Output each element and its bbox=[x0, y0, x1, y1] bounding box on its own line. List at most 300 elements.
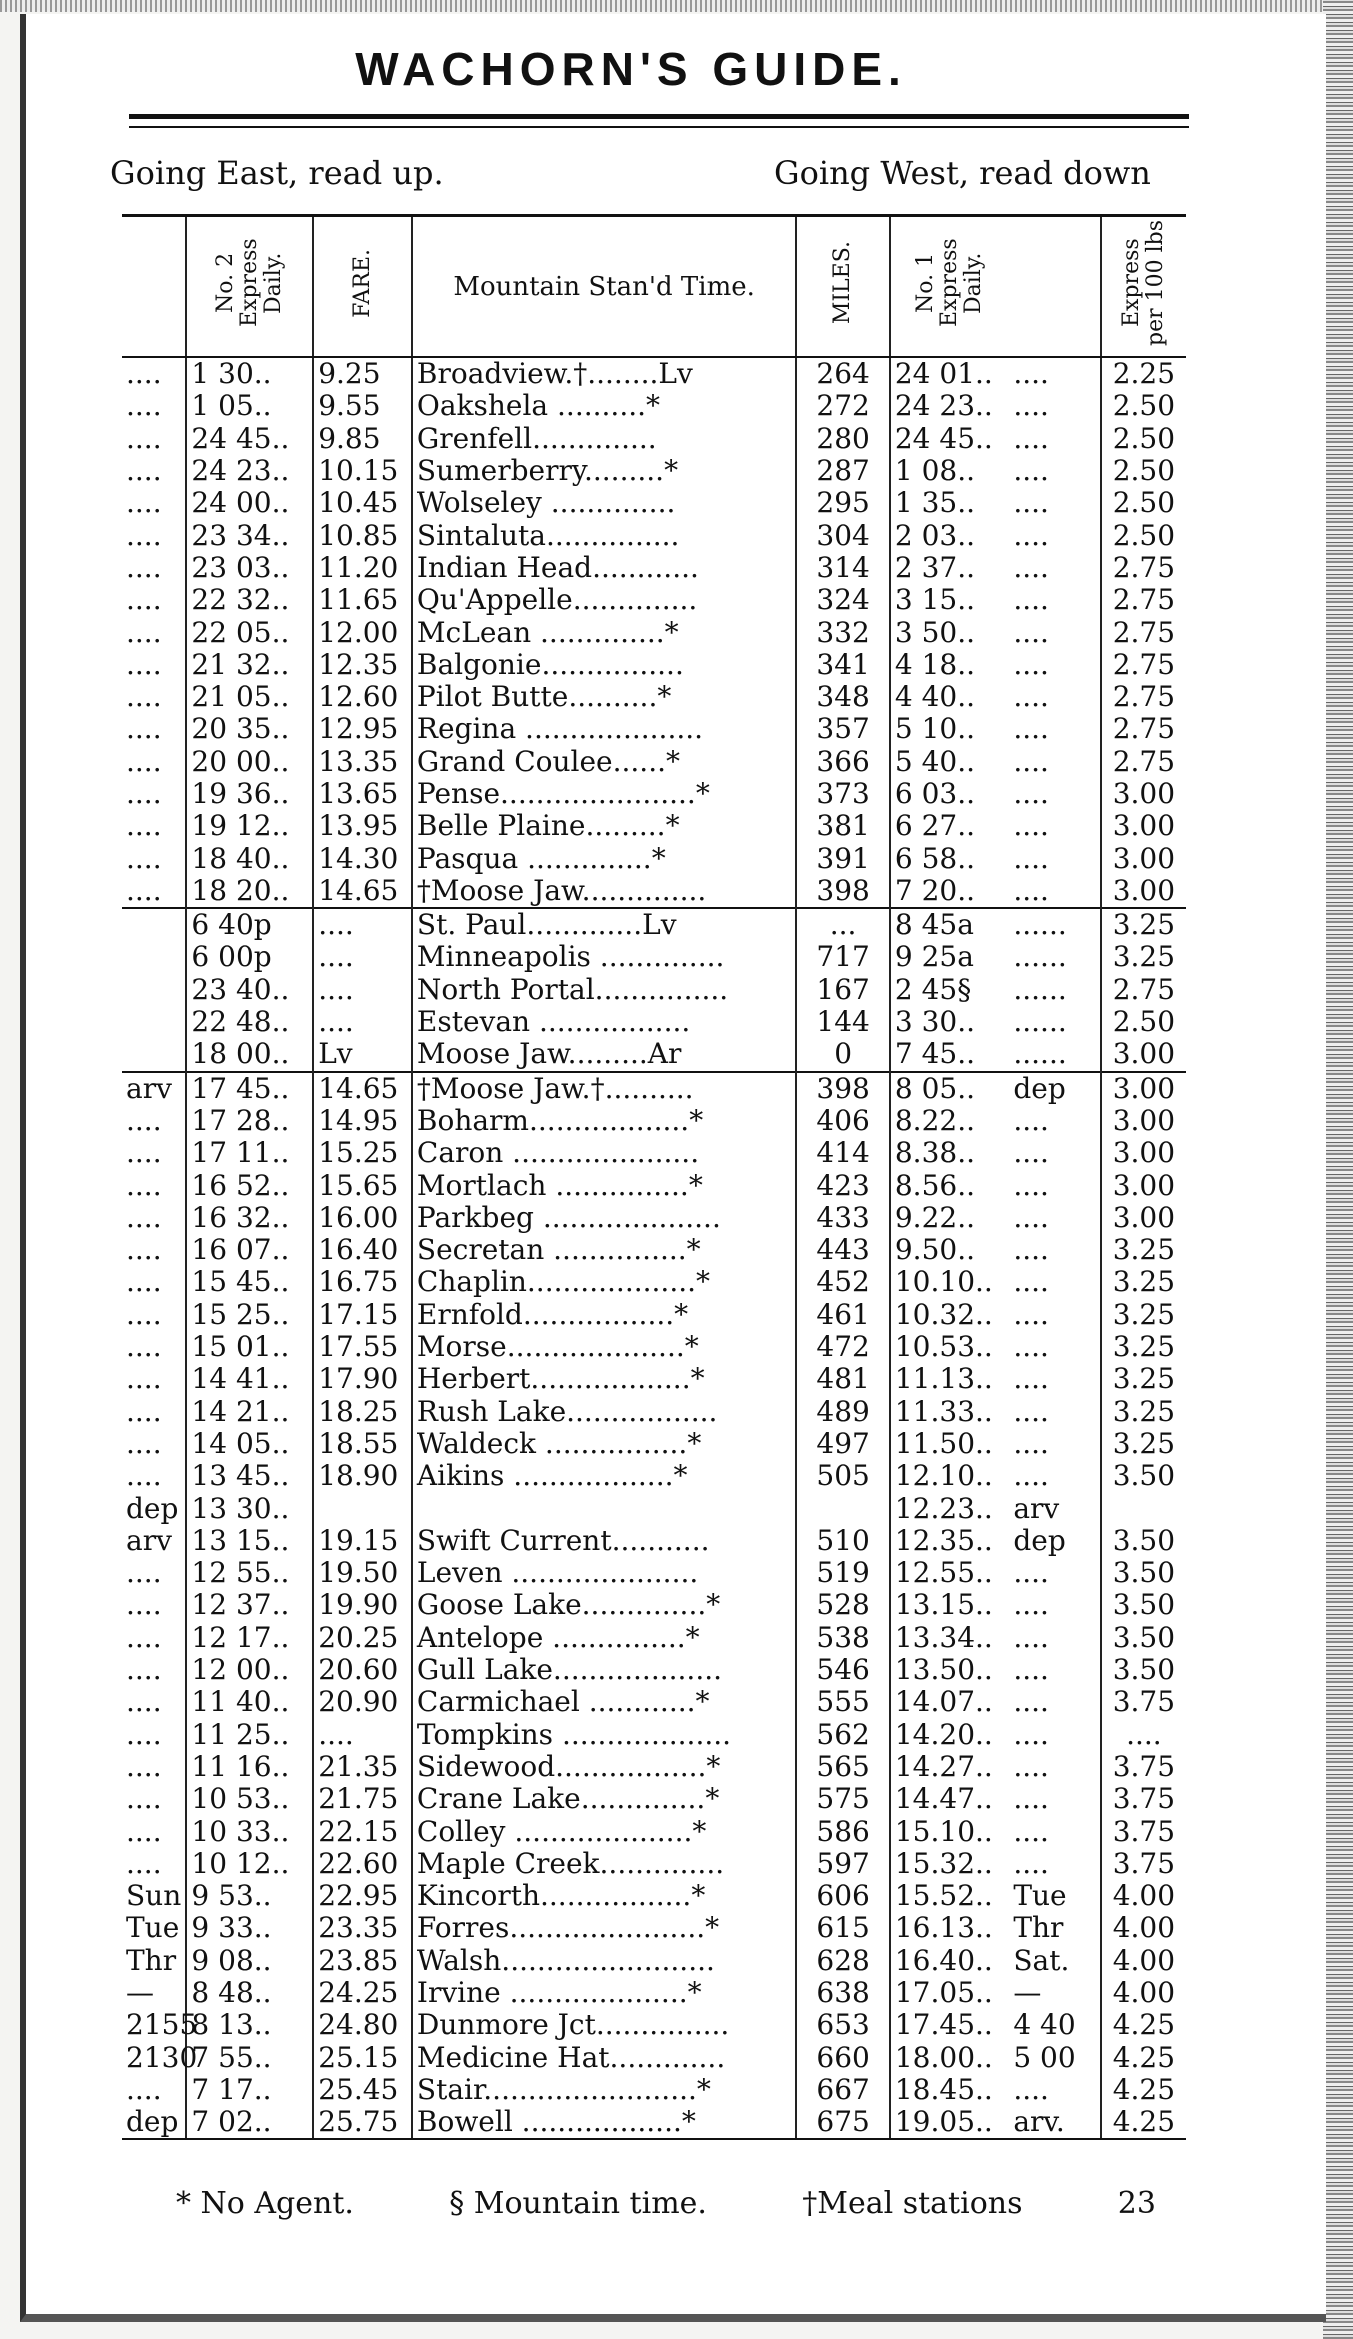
cell-note-east: .... bbox=[126, 873, 162, 907]
cell-fare: 15.65 bbox=[313, 1169, 412, 1201]
cell-fare: 10.85 bbox=[313, 519, 412, 551]
cell-no1-time: 12.55.. bbox=[890, 1557, 1009, 1589]
cell-note-east: .... bbox=[126, 1233, 162, 1267]
cell-express-rate: 4.25 bbox=[1101, 2009, 1186, 2041]
cell-no2-time: 20 35.. bbox=[186, 713, 313, 745]
cell-no2-time: 16 07.. bbox=[186, 1234, 313, 1266]
cell-note-east: Sun bbox=[126, 1879, 182, 1913]
cell-fare: 18.55 bbox=[313, 1428, 412, 1460]
cell-note-west: 5 00 bbox=[1013, 2040, 1076, 2074]
cell-no2-time: 12 37.. bbox=[186, 1589, 313, 1621]
cell-station: Dunmore Jct............... bbox=[412, 2009, 796, 2041]
cell-express-rate: 3.50 bbox=[1101, 1460, 1186, 1492]
cell-no1-time: 14.07.. bbox=[890, 1686, 1009, 1718]
cell-express-rate: 2.50 bbox=[1101, 390, 1186, 422]
cell-miles: 423 bbox=[796, 1169, 890, 1201]
cell-no1-time: 1 35.. bbox=[890, 487, 1009, 519]
cell-fare: 19.50 bbox=[313, 1557, 412, 1589]
cell-express-rate: 3.00 bbox=[1101, 810, 1186, 842]
cell-no1-time: 13.50.. bbox=[890, 1654, 1009, 1686]
cell-station: Gull Lake................... bbox=[412, 1654, 796, 1686]
cell-note-east: .... bbox=[126, 1556, 162, 1590]
cell-note-west: arv bbox=[1013, 1491, 1060, 1525]
cell-note-east: .... bbox=[126, 615, 162, 649]
cell-express-rate: 2.75 bbox=[1101, 552, 1186, 584]
footnote-mountain-time: § Mountain time. bbox=[449, 2186, 707, 2221]
cell-note-east: .... bbox=[126, 1620, 162, 1654]
cell-fare: .... bbox=[313, 1718, 412, 1750]
cell-express-rate: 3.25 bbox=[1101, 1396, 1186, 1428]
col-header-blank-2 bbox=[1009, 216, 1100, 358]
cell-no2-time: 21 05.. bbox=[186, 681, 313, 713]
cell-fare: 16.00 bbox=[313, 1202, 412, 1234]
cell-miles: 324 bbox=[796, 584, 890, 616]
cell-miles: 667 bbox=[796, 2074, 890, 2106]
cell-fare: 13.95 bbox=[313, 810, 412, 842]
cell-note-east: .... bbox=[126, 1103, 162, 1137]
cell-note-west: 4 40 bbox=[1013, 2008, 1076, 2042]
cell-no1-time: 10.10.. bbox=[890, 1266, 1009, 1298]
cell-note-east: .... bbox=[126, 389, 162, 423]
cell-note-east: .... bbox=[126, 421, 162, 455]
cell-note-west: Tue bbox=[1013, 1879, 1067, 1913]
cell-note-east: 2155 bbox=[126, 2008, 198, 2042]
cell-miles: 489 bbox=[796, 1396, 890, 1428]
cell-fare: 12.35 bbox=[313, 649, 412, 681]
cell-note-west: dep bbox=[1009, 1072, 1100, 1105]
cell-miles: 295 bbox=[796, 487, 890, 519]
table-row bbox=[122, 1299, 1186, 1331]
col-header-station: Mountain Stan'd Time. bbox=[412, 216, 796, 358]
cell-no2-time: 12 55.. bbox=[186, 1557, 313, 1589]
cell-express-rate: 4.00 bbox=[1101, 1880, 1186, 1912]
title-rule bbox=[129, 114, 1189, 119]
guide-page bbox=[20, 14, 1326, 2322]
cell-miles: 528 bbox=[796, 1589, 890, 1621]
cell-note-east: dep bbox=[122, 2106, 186, 2139]
cell-note-east: .... bbox=[126, 486, 162, 520]
cell-miles: 272 bbox=[796, 390, 890, 422]
cell-miles: 341 bbox=[796, 649, 890, 681]
cell-no1-time: 15.32.. bbox=[890, 1848, 1009, 1880]
cell-note-east: .... bbox=[126, 2072, 162, 2106]
cell-no1-time: 2 45§ bbox=[890, 974, 1009, 1006]
col-header-fare: FARE. bbox=[313, 216, 412, 358]
cell-note-east: .... bbox=[126, 1814, 162, 1848]
cell-note-east: .... bbox=[126, 744, 162, 778]
cell-no2-time: 15 25.. bbox=[186, 1299, 313, 1331]
cell-miles: 519 bbox=[796, 1557, 890, 1589]
cell-fare: 22.15 bbox=[313, 1815, 412, 1847]
cell-note-east: .... bbox=[126, 1685, 162, 1719]
page-number: 23 bbox=[1117, 2186, 1156, 2221]
footnote-meal-stations: †Meal stations bbox=[802, 2186, 1023, 2221]
cell-fare: 13.65 bbox=[313, 778, 412, 810]
cell-no2-time: 10 33.. bbox=[186, 1815, 313, 1847]
cell-no1-time: 11.13.. bbox=[890, 1363, 1009, 1395]
cell-express-rate: 3.25 bbox=[1101, 1428, 1186, 1460]
cell-express-rate: 2.50 bbox=[1101, 519, 1186, 551]
cell-station: Leven ..................... bbox=[412, 1557, 796, 1589]
cell-fare: 25.45 bbox=[313, 2074, 412, 2106]
cell-miles: 505 bbox=[796, 1460, 890, 1492]
cell-note-west: .... bbox=[1013, 1168, 1049, 1202]
cell-express-rate: 4.25 bbox=[1101, 2074, 1186, 2106]
table-row bbox=[122, 1654, 1186, 1686]
cell-note-east: Thr bbox=[126, 1943, 177, 1977]
cell-express-rate: 3.00 bbox=[1101, 1038, 1186, 1071]
cell-express-rate: 4.00 bbox=[1101, 1912, 1186, 1944]
cell-no2-time: 8 48.. bbox=[186, 1977, 313, 2009]
cell-no2-time: 11 25.. bbox=[186, 1718, 313, 1750]
cell-express-rate: 2.50 bbox=[1101, 487, 1186, 519]
cell-miles: 717 bbox=[796, 941, 890, 973]
cell-no1-time: 8 45a bbox=[890, 908, 1009, 941]
cell-station: Crane Lake..............* bbox=[412, 1783, 796, 1815]
cell-miles: 638 bbox=[796, 1977, 890, 2009]
cell-no2-time: 6 40p bbox=[186, 908, 313, 941]
cell-note-east: .... bbox=[126, 1846, 162, 1880]
cell-no2-time: 24 00.. bbox=[186, 487, 313, 519]
cell-fare: 20.25 bbox=[313, 1622, 412, 1654]
cell-no1-time: 2 37.. bbox=[890, 552, 1009, 584]
cell-no2-time: 16 52.. bbox=[186, 1169, 313, 1201]
cell-no2-time: 19 12.. bbox=[186, 810, 313, 842]
cell-station: Grand Coulee......* bbox=[412, 746, 796, 778]
cell-fare: 10.45 bbox=[313, 487, 412, 519]
cell-station: Chaplin...................* bbox=[412, 1266, 796, 1298]
cell-no1-time: 12.10.. bbox=[890, 1460, 1009, 1492]
table-row bbox=[122, 1622, 1186, 1654]
cell-no2-time: 22 05.. bbox=[186, 616, 313, 648]
cell-no1-time: 15.52.. bbox=[890, 1880, 1009, 1912]
title-rule-thin bbox=[129, 126, 1189, 128]
cell-no1-time: 8.56.. bbox=[890, 1169, 1009, 1201]
cell-note-west: .... bbox=[1013, 809, 1049, 843]
cell-no1-time: 5 40.. bbox=[890, 746, 1009, 778]
cell-station: Indian Head............ bbox=[412, 552, 796, 584]
cell-note-west: ...... bbox=[1013, 1037, 1067, 1071]
col-header-no2: No. 2 Express Daily. bbox=[186, 216, 313, 358]
cell-no2-time: 20 00.. bbox=[186, 746, 313, 778]
table-row bbox=[122, 1815, 1186, 1847]
cell-note-west: .... bbox=[1013, 1459, 1049, 1493]
cell-express-rate: 4.00 bbox=[1101, 1977, 1186, 2009]
cell-fare: 17.55 bbox=[313, 1331, 412, 1363]
cell-express-rate: 2.75 bbox=[1101, 713, 1186, 745]
cell-station: Pasqua ..............* bbox=[412, 842, 796, 874]
table-row bbox=[122, 1460, 1186, 1492]
cell-fare: 23.35 bbox=[313, 1912, 412, 1944]
cell-note-west: ...... bbox=[1013, 1005, 1067, 1039]
cell-station: Minneapolis .............. bbox=[412, 941, 796, 973]
cell-note-east: arv bbox=[122, 1072, 186, 1105]
cell-fare: 9.85 bbox=[313, 423, 412, 455]
table-row bbox=[122, 519, 1186, 551]
cell-no1-time: 9 25a bbox=[890, 941, 1009, 973]
cell-express-rate: 3.00 bbox=[1101, 1072, 1186, 1105]
cell-note-east: .... bbox=[126, 712, 162, 746]
cell-no2-time: 18 00.. bbox=[186, 1038, 313, 1071]
cell-miles: 675 bbox=[796, 2106, 890, 2139]
cell-note-west: arv. bbox=[1009, 2106, 1100, 2139]
table-row bbox=[122, 2106, 1186, 2139]
cell-express-rate: 4.00 bbox=[1101, 1945, 1186, 1977]
cell-no1-time: 14.20.. bbox=[890, 1718, 1009, 1750]
cell-note-west: .... bbox=[1013, 1846, 1049, 1880]
cell-note-west: .... bbox=[1013, 1556, 1049, 1590]
cell-miles: 597 bbox=[796, 1848, 890, 1880]
table-row bbox=[122, 1266, 1186, 1298]
cell-no2-time: 15 01.. bbox=[186, 1331, 313, 1363]
cell-note-east bbox=[122, 908, 186, 941]
cell-fare: 22.60 bbox=[313, 1848, 412, 1880]
cell-no1-time: 9.22.. bbox=[890, 1202, 1009, 1234]
cell-miles: 538 bbox=[796, 1622, 890, 1654]
cell-no1-time: 13.15.. bbox=[890, 1589, 1009, 1621]
cell-note-west: .... bbox=[1013, 1233, 1049, 1267]
cell-express-rate: 4.25 bbox=[1101, 2041, 1186, 2073]
table-row bbox=[122, 1331, 1186, 1363]
table-row bbox=[122, 1006, 1186, 1038]
cell-no1-time: 10.53.. bbox=[890, 1331, 1009, 1363]
table-row bbox=[122, 357, 1186, 390]
cell-station: North Portal............... bbox=[412, 974, 796, 1006]
cell-express-rate: 3.25 bbox=[1101, 1331, 1186, 1363]
cell-fare: 25.75 bbox=[313, 2106, 412, 2139]
cell-miles: 381 bbox=[796, 810, 890, 842]
cell-no2-time: 23 03.. bbox=[186, 552, 313, 584]
cell-fare: .... bbox=[313, 974, 412, 1006]
cell-miles: 586 bbox=[796, 1815, 890, 1847]
table-row bbox=[122, 908, 1186, 941]
cell-no1-time: 16.40.. bbox=[890, 1945, 1009, 1977]
cell-note-west: .... bbox=[1013, 1782, 1049, 1816]
cell-note-west: .... bbox=[1013, 712, 1049, 746]
cell-station: Bowell ..................* bbox=[412, 2106, 796, 2139]
cell-note-east: dep bbox=[126, 1491, 179, 1525]
table-row bbox=[122, 1072, 1186, 1105]
cell-fare: 17.15 bbox=[313, 1299, 412, 1331]
cell-miles: 144 bbox=[796, 1006, 890, 1038]
cell-no1-time: 11.50.. bbox=[890, 1428, 1009, 1460]
cell-station: Irvine ....................* bbox=[412, 1977, 796, 2009]
direction-east: Going East, read up. bbox=[110, 154, 444, 192]
cell-station: Mortlach ...............* bbox=[412, 1169, 796, 1201]
cell-fare: Lv bbox=[313, 1038, 412, 1071]
table-row bbox=[122, 1848, 1186, 1880]
cell-fare: 12.00 bbox=[313, 616, 412, 648]
cell-note-east: .... bbox=[126, 1459, 162, 1493]
cell-express-rate: 2.75 bbox=[1101, 746, 1186, 778]
cell-fare: 11.65 bbox=[313, 584, 412, 616]
cell-miles: 575 bbox=[796, 1783, 890, 1815]
cell-fare: 14.30 bbox=[313, 842, 412, 874]
cell-express-rate: 3.00 bbox=[1101, 1202, 1186, 1234]
cell-miles: 660 bbox=[796, 2041, 890, 2073]
table-row bbox=[122, 390, 1186, 422]
cell-station: Sidewood.................* bbox=[412, 1751, 796, 1783]
cell-note-west: .... bbox=[1013, 647, 1049, 681]
cell-note-east: .... bbox=[126, 777, 162, 810]
cell-miles: 555 bbox=[796, 1686, 890, 1718]
table-row bbox=[122, 1492, 1186, 1524]
cell-fare: 20.60 bbox=[313, 1654, 412, 1686]
cell-fare: 11.20 bbox=[313, 552, 412, 584]
cell-no1-time: 12.35.. bbox=[890, 1525, 1009, 1557]
cell-fare: 13.35 bbox=[313, 746, 412, 778]
cell-station: †Moose Jaw.†.......... bbox=[412, 1072, 796, 1105]
cell-miles: 406 bbox=[796, 1105, 890, 1137]
cell-fare: 14.65 bbox=[313, 1072, 412, 1105]
cell-miles: 264 bbox=[796, 357, 890, 390]
cell-no2-time: 8 13.. bbox=[186, 2009, 313, 2041]
cell-no2-time: 17 11.. bbox=[186, 1137, 313, 1169]
cell-no2-time: 15 45.. bbox=[186, 1266, 313, 1298]
cell-station: Belle Plaine.........* bbox=[412, 810, 796, 842]
cell-no2-time: 14 41.. bbox=[186, 1363, 313, 1395]
table-row bbox=[122, 455, 1186, 487]
cell-note-east: .... bbox=[126, 841, 162, 875]
table-row bbox=[122, 1137, 1186, 1169]
cell-express-rate: 3.75 bbox=[1101, 1751, 1186, 1783]
table-row bbox=[122, 1783, 1186, 1815]
cell-miles: 615 bbox=[796, 1912, 890, 1944]
cell-fare: 22.95 bbox=[313, 1880, 412, 1912]
cell-note-east: — bbox=[126, 1975, 154, 2009]
table-row bbox=[122, 1169, 1186, 1201]
cell-no1-time: 6 03.. bbox=[890, 778, 1009, 810]
col-header-no1: No. 1 Express Daily. bbox=[890, 216, 1009, 358]
cell-station: Sintaluta............... bbox=[412, 519, 796, 551]
page-edge-top bbox=[0, 0, 1353, 12]
cell-express-rate: 3.50 bbox=[1101, 1654, 1186, 1686]
direction-west: Going West, read down bbox=[774, 154, 1151, 192]
cell-express-rate bbox=[1101, 1492, 1186, 1524]
cell-no2-time: 14 21.. bbox=[186, 1396, 313, 1428]
cell-station: Colley ....................* bbox=[412, 1815, 796, 1847]
cell-note-east: .... bbox=[126, 583, 162, 617]
table-row bbox=[122, 1589, 1186, 1621]
cell-no2-time: 13 15.. bbox=[186, 1525, 313, 1557]
cell-note-west: .... bbox=[1013, 1362, 1049, 1396]
cell-note-east: .... bbox=[126, 1168, 162, 1202]
cell-note-east: .... bbox=[126, 1749, 162, 1783]
cell-note-west: .... bbox=[1013, 1394, 1049, 1428]
cell-express-rate: 2.50 bbox=[1101, 1006, 1186, 1038]
cell-note-west: .... bbox=[1013, 841, 1049, 875]
cell-note-west: .... bbox=[1013, 518, 1049, 552]
cell-express-rate: 3.00 bbox=[1101, 1169, 1186, 1201]
table-row bbox=[122, 1202, 1186, 1234]
table-row bbox=[122, 1105, 1186, 1137]
cell-note-east: arv bbox=[126, 1523, 172, 1557]
cell-station bbox=[412, 1492, 796, 1524]
cell-express-rate: .... bbox=[1101, 1718, 1186, 1750]
cell-no1-time: 14.27.. bbox=[890, 1751, 1009, 1783]
cell-no2-time: 11 16.. bbox=[186, 1751, 313, 1783]
cell-express-rate: 2.75 bbox=[1101, 974, 1186, 1006]
cell-express-rate: 3.25 bbox=[1101, 1234, 1186, 1266]
cell-no2-time: 24 45.. bbox=[186, 423, 313, 455]
cell-no1-time: 3 30.. bbox=[890, 1006, 1009, 1038]
cell-station: Tompkins ................... bbox=[412, 1718, 796, 1750]
table-row bbox=[122, 1718, 1186, 1750]
cell-station: Caron ..................... bbox=[412, 1137, 796, 1169]
cell-note-west: .... bbox=[1013, 357, 1049, 391]
cell-miles: 398 bbox=[796, 1072, 890, 1105]
cell-no2-time: 10 53.. bbox=[186, 1783, 313, 1815]
cell-note-west: .... bbox=[1013, 550, 1049, 584]
cell-note-west: .... bbox=[1013, 1685, 1049, 1719]
cell-fare: 20.90 bbox=[313, 1686, 412, 1718]
cell-miles: 433 bbox=[796, 1202, 890, 1234]
table-row bbox=[122, 2074, 1186, 2106]
cell-note-east: .... bbox=[126, 1297, 162, 1331]
cell-station: Goose Lake..............* bbox=[412, 1589, 796, 1621]
cell-note-west: .... bbox=[1013, 615, 1049, 649]
cell-station: Morse....................* bbox=[412, 1331, 796, 1363]
cell-note-east: .... bbox=[126, 1653, 162, 1687]
cell-no1-time: 15.10.. bbox=[890, 1815, 1009, 1847]
cell-note-west: .... bbox=[1013, 744, 1049, 778]
cell-fare bbox=[313, 1492, 412, 1524]
cell-no2-time: 22 48.. bbox=[186, 1006, 313, 1038]
cell-station: Balgonie................ bbox=[412, 649, 796, 681]
cell-fare: 21.35 bbox=[313, 1751, 412, 1783]
cell-miles: 414 bbox=[796, 1137, 890, 1169]
col-header-miles: MILES. bbox=[796, 216, 890, 358]
cell-no2-time: 17 28.. bbox=[186, 1105, 313, 1137]
cell-fare: 19.15 bbox=[313, 1525, 412, 1557]
cell-station: Qu'Appelle.............. bbox=[412, 584, 796, 616]
cell-note-west: .... bbox=[1013, 1620, 1049, 1654]
cell-no1-time: 17.05.. bbox=[890, 1977, 1009, 2009]
cell-fare: 21.75 bbox=[313, 1783, 412, 1815]
cell-miles: 391 bbox=[796, 842, 890, 874]
table-row bbox=[122, 1396, 1186, 1428]
cell-no2-time: 24 23.. bbox=[186, 455, 313, 487]
cell-note-east: .... bbox=[126, 1200, 162, 1234]
cell-note-east: .... bbox=[126, 1782, 162, 1816]
cell-no1-time: 8.38.. bbox=[890, 1137, 1009, 1169]
cell-note-east bbox=[122, 1006, 186, 1038]
cell-note-west: .... bbox=[1013, 680, 1049, 714]
cell-miles: 366 bbox=[796, 746, 890, 778]
cell-no1-time: 24 23.. bbox=[890, 390, 1009, 422]
cell-express-rate: 3.00 bbox=[1101, 1137, 1186, 1169]
table-row bbox=[122, 649, 1186, 681]
cell-miles: 472 bbox=[796, 1331, 890, 1363]
cell-no2-time: 7 17.. bbox=[186, 2074, 313, 2106]
table-row bbox=[122, 2041, 1186, 2073]
cell-express-rate: 3.50 bbox=[1101, 1525, 1186, 1557]
cell-note-west: .... bbox=[1013, 1653, 1049, 1687]
cell-note-west: .... bbox=[1013, 421, 1049, 455]
cell-miles: 332 bbox=[796, 616, 890, 648]
cell-fare: 16.40 bbox=[313, 1234, 412, 1266]
cell-note-east: Tue bbox=[126, 1911, 180, 1945]
cell-station: Estevan ................. bbox=[412, 1006, 796, 1038]
cell-no2-time: 6 00p bbox=[186, 941, 313, 973]
cell-miles: 357 bbox=[796, 713, 890, 745]
cell-station: Pilot Butte..........* bbox=[412, 681, 796, 713]
cell-no1-time: 3 50.. bbox=[890, 616, 1009, 648]
cell-miles: 606 bbox=[796, 1880, 890, 1912]
cell-miles: 510 bbox=[796, 1525, 890, 1557]
cell-station: Parkbeg .................... bbox=[412, 1202, 796, 1234]
cell-note-west: .... bbox=[1013, 777, 1049, 810]
